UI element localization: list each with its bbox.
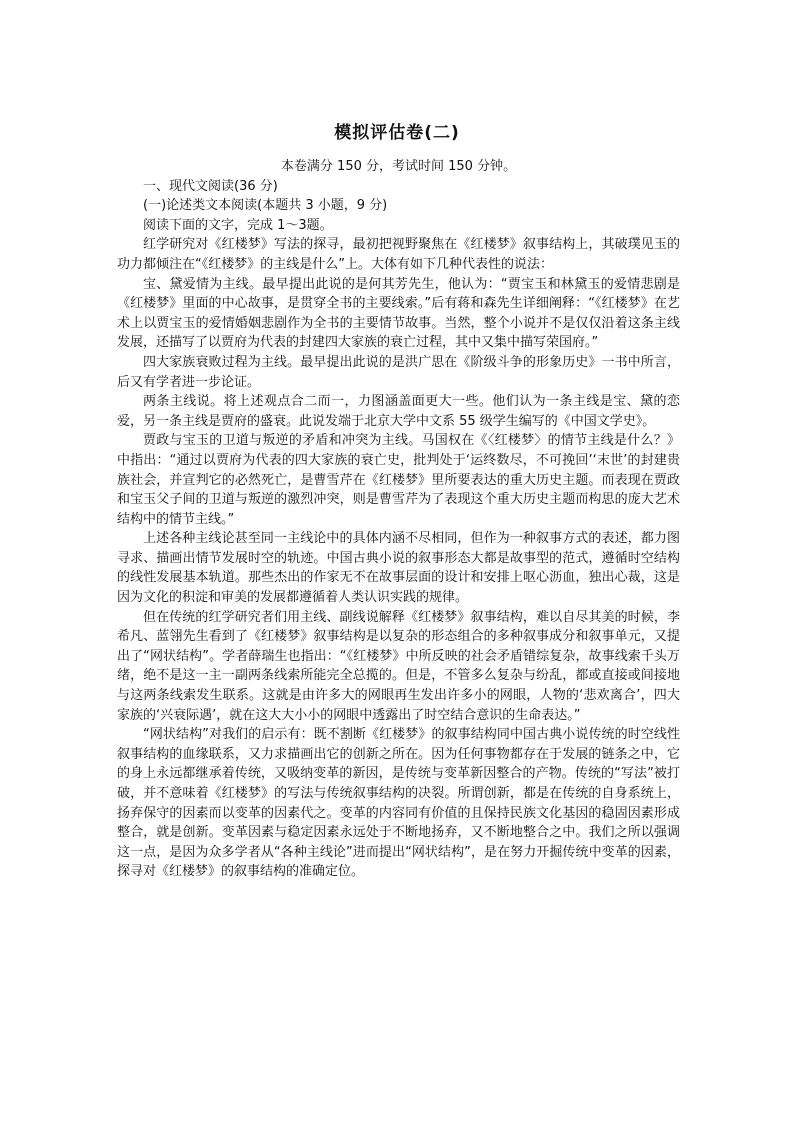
document-body — [117, 157, 680, 882]
page-title: 模拟评估卷(二) — [334, 123, 460, 143]
subsection-heading: (一)论述类文本阅读(本题共 3 小题，9 分) — [143, 198, 388, 214]
paragraph: 两条主线说。将上述观点合二而一，力图涵盖面更大一些。他们认为一条主线是宝、黛的恋爱，另一条主线是贾府的盛衰。此说发端于北京大学中文系 55 级学生编写的《中国文学史》。 — [117, 394, 680, 429]
reading-instruction: 阅读下面的文字，完成 1～3题。 — [143, 217, 333, 233]
paragraph: 红学研究对《红楼梦》写法的探寻，最初把视野聚焦在《红楼梦》叙事结构上，其破璞见玉的功力都倾注在“《红楼梦》的主线是什么”上。大体有如下几种代表性的说法： — [117, 237, 680, 272]
paragraph: 四大家族衰败过程为主线。最早提出此说的是洪广思在《阶级斗争的形象历史》一书中所言，后又有学者进一步论证。 — [117, 354, 680, 390]
paragraph: 上述各种主线论甚至同一主线论中的具体内涵不尽相同，但作为一种叙事方式的表述，都力图寻求、描画出情节发展时空的轨迹。中国古典小说的叙事形态大都是故事型的范式，遵循时空结构的线性发展基本轨道。那些杰出的作家无不在故事层面的设计和安排上呕心沥血，独出心裁，这是因为文化的积淀和审美的发展都遵循着人类认识实践的规律。 — [117, 531, 680, 606]
paragraph: “网状结构”对我们的启示有：既不割断《红楼梦》的叙事结构同中国古典小说传统的时空线性叙事结构的血缘联系，又力求描画出它的创新之所在。因为任何事物都存在于发展的链条之中，它的身上永远都继承着传统，又吸纳变革的新因，是传统与变革新因整合的产物。传统的“写法”被打破，并不意味着《红楼梦》的写法与传统叙事结构的决裂。所谓创新，都是在传统的自身系统上，扬弃保守的因素而以变革的因素代之。变革的内容同有价值的且保持民族文化基因的稳固因素形成整合，就是创新。变革因素与稳定因素永远处于不断地扬弃，又不断地整合之中。我们之所以强调这一点，是因为众多学者从“各种主线论”进而提出“网状结构”，是在努力开掘传统中变革的因素，探寻对《红楼梦》的叙事结构的准确定位。 — [117, 727, 680, 880]
paragraph: 贾政与宝玉的卫道与叛逆的矛盾和冲突为主线。马国权在《〈红楼梦〉的情节主线是什么？》中指出：“通过以贾府为代表的四大家族的衰亡史，批判处于‘运终数尽，不可挽回’‘末世’的封建贵族社会，并宣判它的必然死亡，是曹雪芹在《红楼梦》里所要表达的重大历史主题。而表现在贾政和宝玉父子间的卫道与叛逆的激烈冲突，则是曹雪芹为了表现这个重大历史主题而构思的庞大艺术结构中的情节主线。” — [117, 433, 680, 527]
section-heading: 一、现代文阅读(36 分) — [143, 178, 278, 194]
paragraph: 但在传统的红学研究者们用主线、副线说解释《红楼梦》叙事结构，难以自尽其美的时候，李希凡、蓝翎先生看到了《红楼梦》叙事结构是以复杂的形态组合的多种叙事成分和叙事单元，又提出了“网状结构”。学者薛瑞生也指出：“《红楼梦》中所反映的社会矛盾错综复杂，故事线索千头万绪，绝不是这一主一副两条线索所能完全总揽的。但是，不管多么复杂与纷乱，都或直接或间接地与这两条线索发生联系。这就是由许多大的网眼再生发出许多小的网眼，人物的‘悲欢离合’，四大家族的‘兴衰际遇’，就在这大大小小的网眼中透露出了时空结合意识的生命表达。” — [117, 609, 680, 723]
paragraph: 宝、黛爱情为主线。最早提出此说的是何其芳先生，他认为：“贾宝玉和林黛玉的爱情悲剧是《红楼梦》里面的中心故事，是贯穿全书的主要线索。”后有蒋和森先生详细阐释：“《红楼梦》在艺术上以贾宝玉的爱情婚姻悲剧作为全书的主要情节故事。当然，整个小说并不是仅仅沿着这条主线发展，还描写了以贾府为代表的封建四大家族的衰亡过程，其中又集中描写荣国府。” — [117, 276, 680, 351]
exam-note: 本卷满分 150 分，考试时间 150 分钟。 — [280, 159, 517, 174]
